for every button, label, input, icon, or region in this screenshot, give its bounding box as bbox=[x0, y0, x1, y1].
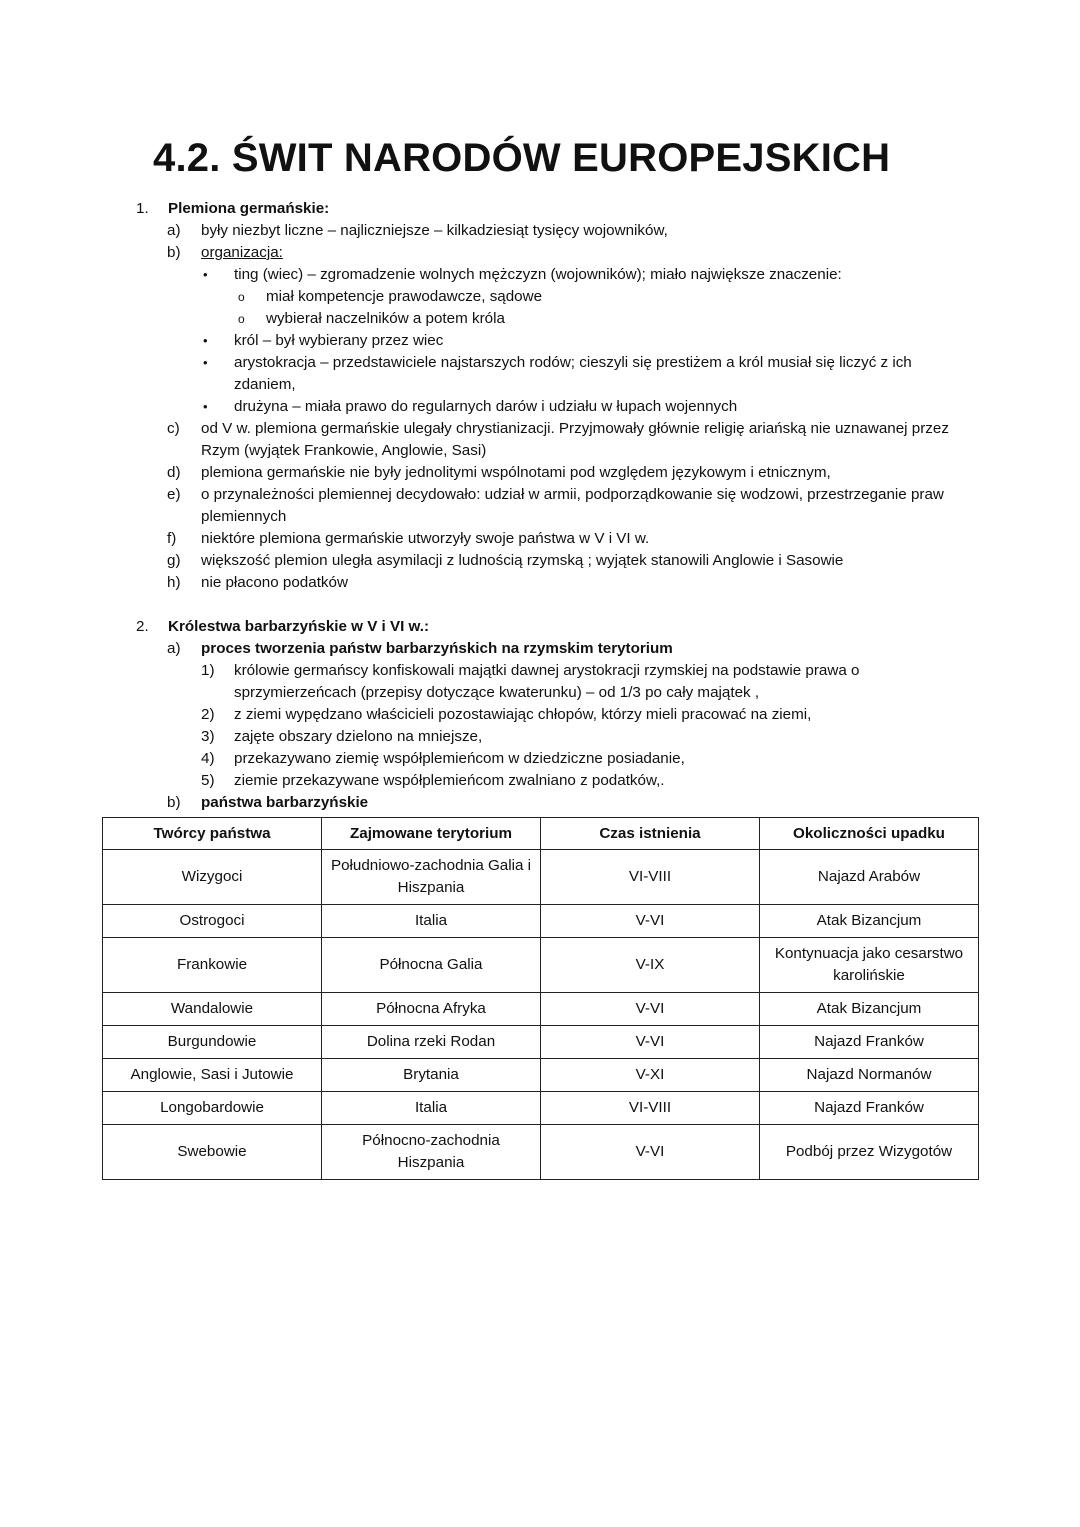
list-item bbox=[0, 462, 1080, 484]
table-row bbox=[103, 1026, 979, 1059]
table-cell: Longobardowie bbox=[103, 1092, 322, 1125]
section-heading: Królestwa barbarzyńskie w V i VI w.: bbox=[168, 618, 430, 635]
table-cell: V-VI bbox=[541, 1125, 760, 1180]
table-cell: VI-VIII bbox=[541, 1092, 760, 1125]
list-text: organizacja: bbox=[201, 244, 283, 261]
step-text: ziemie przekazywane współplemieńcom zwalniano z podatków,. bbox=[234, 772, 665, 789]
list-text: od V w. plemiona germańskie ulegały chrystianizacji. Przyjmowały głównie religię ariańską nie uznawanej przez Rzym (wyjątek Frankowie, Anglowie, Sasi) bbox=[201, 420, 949, 459]
table-cell: Italia bbox=[322, 1092, 541, 1125]
list-item bbox=[0, 550, 1080, 572]
step-number: 5) bbox=[201, 772, 215, 789]
table-row bbox=[103, 1059, 979, 1092]
table-cell: Wizygoci bbox=[103, 850, 322, 905]
bullet-item bbox=[0, 352, 1080, 396]
list-letter: b) bbox=[167, 244, 181, 261]
list-text: większość plemion uległa asymilacji z ludnością rzymską ; wyjątek stanowili Anglowie i Sasowie bbox=[201, 552, 844, 569]
table-cell: Burgundowie bbox=[103, 1026, 322, 1059]
table-cell: Północna Afryka bbox=[322, 993, 541, 1026]
section-2-heading bbox=[0, 616, 1080, 638]
list-letter: f) bbox=[167, 530, 177, 547]
table-cell: Swebowie bbox=[103, 1125, 322, 1180]
bullet-icon: • bbox=[203, 355, 208, 370]
step-text: przekazywano ziemię współplemieńcom w dziedziczne posiadanie, bbox=[234, 750, 685, 767]
table-cell: Południowo-zachodnia Galia i Hiszpania bbox=[322, 850, 541, 905]
table-cell: V-IX bbox=[541, 938, 760, 993]
table-cell: V-VI bbox=[541, 1026, 760, 1059]
table-row bbox=[103, 993, 979, 1026]
bullet-icon: • bbox=[203, 267, 208, 282]
list-text: były niezbyt liczne – najliczniejsze – kilkadziesiąt tysięcy wojowników, bbox=[201, 222, 668, 239]
list-text: proces tworzenia państw barbarzyńskich na rzymskim terytorium bbox=[201, 640, 673, 657]
table-cell: V-VI bbox=[541, 905, 760, 938]
circle-bullet-icon: o bbox=[238, 290, 245, 304]
list-number: 2. bbox=[136, 618, 149, 635]
bullet-item bbox=[0, 396, 1080, 418]
circle-bullet-icon: o bbox=[238, 312, 245, 326]
step-number: 4) bbox=[201, 750, 215, 767]
column-header: Twórcy państwa bbox=[103, 818, 322, 850]
list-letter: c) bbox=[167, 420, 180, 437]
table-cell: Podbój przez Wizygotów bbox=[760, 1125, 979, 1180]
notes-body bbox=[0, 198, 1080, 814]
step-text: z ziemi wypędzano właścicieli pozostawiając chłopów, którzy mieli pracować na ziemi, bbox=[234, 706, 812, 723]
table-cell: Północna Galia bbox=[322, 938, 541, 993]
table-row bbox=[103, 1092, 979, 1125]
table-row bbox=[103, 1125, 979, 1180]
numbered-step bbox=[0, 660, 1080, 704]
list-letter: h) bbox=[167, 574, 181, 591]
table-cell: Najazd Arabów bbox=[760, 850, 979, 905]
numbered-step bbox=[0, 726, 1080, 748]
list-text: nie płacono podatków bbox=[201, 574, 348, 591]
step-number: 3) bbox=[201, 728, 215, 745]
table-cell: Frankowie bbox=[103, 938, 322, 993]
bullet-text: król – był wybierany przez wiec bbox=[234, 332, 444, 349]
table-header-row bbox=[103, 818, 979, 850]
table-cell: Atak Bizancjum bbox=[760, 905, 979, 938]
sub-bullet-item bbox=[0, 286, 1080, 308]
table-cell: Anglowie, Sasi i Jutowie bbox=[103, 1059, 322, 1092]
list-text: niektóre plemiona germańskie utworzyły swoje państwa w V i VI w. bbox=[201, 530, 650, 547]
bullet-text: ting (wiec) – zgromadzenie wolnych mężczyzn (wojowników); miało największe znaczenie: bbox=[234, 266, 842, 283]
bullet-text: arystokracja – przedstawiciele najstarszych rodów; cieszyli się prestiżem a król musiał się liczyć z ich zdaniem, bbox=[234, 354, 912, 393]
list-item bbox=[0, 638, 1080, 660]
step-text: zajęte obszary dzielono na mniejsze, bbox=[234, 728, 483, 745]
list-item bbox=[0, 418, 1080, 462]
table-cell: Dolina rzeki Rodan bbox=[322, 1026, 541, 1059]
table-cell: Brytania bbox=[322, 1059, 541, 1092]
table-cell: V-VI bbox=[541, 993, 760, 1026]
bullet-text: drużyna – miała prawo do regularnych darów i udziału w łupach wojennych bbox=[234, 398, 738, 415]
list-letter: a) bbox=[167, 640, 181, 657]
list-text: plemiona germańskie nie były jednolitymi wspólnotami pod względem językowym i etnicznym, bbox=[201, 464, 831, 481]
table-row bbox=[103, 850, 979, 905]
column-header: Zajmowane terytorium bbox=[322, 818, 541, 850]
numbered-step bbox=[0, 770, 1080, 792]
table-row bbox=[103, 905, 979, 938]
column-header: Okoliczności upadku bbox=[760, 818, 979, 850]
step-number: 1) bbox=[201, 662, 215, 679]
table-cell: V-XI bbox=[541, 1059, 760, 1092]
table-cell: Najazd Normanów bbox=[760, 1059, 979, 1092]
sub-bullet-item bbox=[0, 308, 1080, 330]
table-cell: Wandalowie bbox=[103, 993, 322, 1026]
spacer bbox=[0, 594, 1080, 616]
list-item bbox=[0, 242, 1080, 264]
table-cell: Kontynuacja jako cesarstwo karolińskie bbox=[760, 938, 979, 993]
numbered-step bbox=[0, 704, 1080, 726]
table-cell: Ostrogoci bbox=[103, 905, 322, 938]
section-1-heading bbox=[0, 198, 1080, 220]
list-text: państwa barbarzyńskie bbox=[201, 794, 369, 811]
list-item bbox=[0, 220, 1080, 242]
list-letter: g) bbox=[167, 552, 181, 569]
table-cell: Północno-zachodnia Hiszpania bbox=[322, 1125, 541, 1180]
sub-bullet-text: wybierał naczelników a potem króla bbox=[266, 310, 505, 327]
table-cell: Najazd Franków bbox=[760, 1092, 979, 1125]
list-letter: e) bbox=[167, 486, 181, 503]
bullet-item bbox=[0, 264, 1080, 286]
list-letter: b) bbox=[167, 794, 181, 811]
numbered-step bbox=[0, 748, 1080, 770]
list-number: 1. bbox=[136, 200, 149, 217]
list-item bbox=[0, 572, 1080, 594]
section-heading: Plemiona germańskie: bbox=[168, 200, 330, 217]
column-header: Czas istnienia bbox=[541, 818, 760, 850]
table-row bbox=[103, 938, 979, 993]
table-cell: Najazd Franków bbox=[760, 1026, 979, 1059]
list-item bbox=[0, 528, 1080, 550]
step-number: 2) bbox=[201, 706, 215, 723]
page-title: 4.2. ŚWIT NARODÓW EUROPEJSKICH bbox=[153, 136, 891, 180]
table-cell: Italia bbox=[322, 905, 541, 938]
sub-bullet-text: miał kompetencje prawodawcze, sądowe bbox=[266, 288, 543, 305]
list-letter: a) bbox=[167, 222, 181, 239]
list-item bbox=[0, 792, 1080, 814]
list-text: o przynależności plemiennej decydowało: udział w armii, podporządkowanie się wodzowi, przestrzeganie praw plemiennych bbox=[201, 486, 944, 525]
list-letter: d) bbox=[167, 464, 181, 481]
bullet-icon: • bbox=[203, 333, 208, 348]
table-cell: VI-VIII bbox=[541, 850, 760, 905]
bullet-item bbox=[0, 330, 1080, 352]
list-item bbox=[0, 484, 1080, 528]
bullet-icon: • bbox=[203, 399, 208, 414]
barbarian-states-table bbox=[102, 817, 979, 1180]
table-cell: Atak Bizancjum bbox=[760, 993, 979, 1026]
step-text: królowie germańscy konfiskowali majątki dawnej arystokracji rzymskiej na podstawie prawa o sprzymierzeńcach (przepisy dotyczące kwaterunku) – od 1/3 po cały majątek , bbox=[234, 662, 860, 701]
